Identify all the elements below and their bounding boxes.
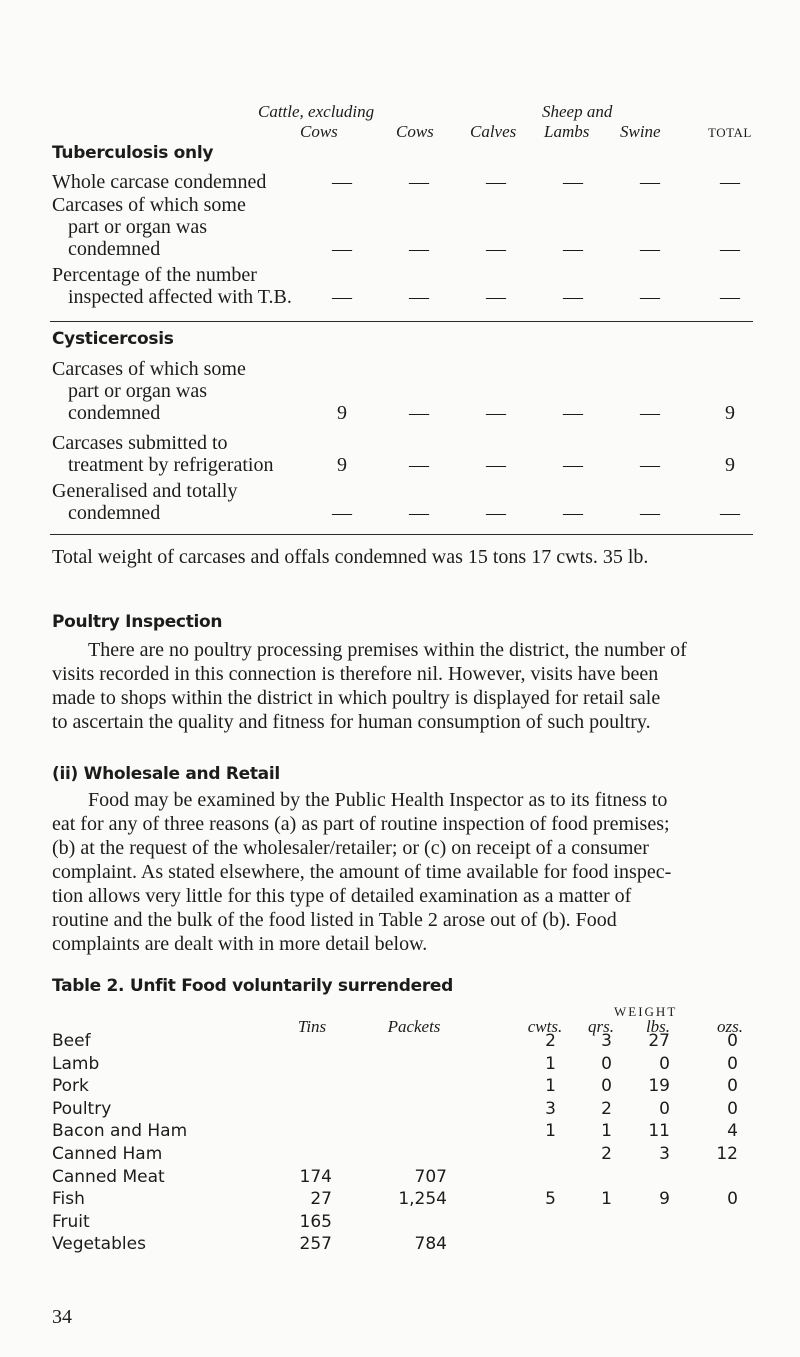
poultry-line: There are no poultry processing premises within the district, the number of [88,639,687,661]
cell-value: — [720,238,740,260]
table2-col-header: Packets [387,1017,441,1036]
table2-cell: 165 [299,1211,332,1232]
table2-cell: 2 [545,1031,556,1051]
tb-heading: Tuberculosis only [52,143,214,163]
table2-item: Pork [52,1076,89,1097]
table2-col-header: qrs. [588,1017,614,1036]
table2-item: Fruit [52,1211,90,1232]
col-header-total: TOTAL [708,125,752,140]
table2-cell: 0 [727,1076,738,1097]
wholesale-paragraph [52,788,754,956]
cell-value: — [563,402,583,424]
section-divider [50,534,753,535]
row-label: Carcases submitted to [52,432,228,454]
cell-value: — [563,502,583,524]
cell-value: — [563,286,583,308]
table2-item: Canned Ham [52,1144,163,1164]
table2-item: Bacon and Ham [52,1121,188,1142]
col-header-cattle: Cattle, excluding [258,102,375,121]
weight-header: WEIGHT [614,1004,678,1019]
table2-cell: 12 [716,1144,738,1164]
col-header-sheep-lambs: Lambs [544,122,590,141]
cell-value: — [640,502,660,524]
table2-item: Poultry [52,1098,112,1119]
table2-item: Vegetables [52,1234,146,1255]
cell-value: — [486,238,506,260]
table2-cell: 1 [545,1076,556,1097]
cell-value: — [486,171,506,193]
cell-value: — [332,502,352,524]
table2-cell: 0 [727,1098,738,1119]
table2-cell: 9 [659,1189,670,1210]
col-header-sheep: Sheep and [542,102,613,121]
cell-value: — [486,402,506,424]
section-divider [50,321,753,322]
table2-cell: 5 [545,1189,556,1210]
table2-cell: 2 [601,1144,612,1164]
poultry-paragraph [52,638,754,734]
table2-cell: 1 [601,1121,612,1142]
cell-value: 9 [337,454,347,476]
row-label: Carcases of which some [52,358,246,380]
table2-cell: 3 [545,1098,556,1119]
cell-value: — [640,454,660,476]
col-header-calves: Calves [470,122,517,141]
poultry-line: to ascertain the quality and fitness for human consumption of such poultry. [52,711,651,733]
cell-value: — [720,502,740,524]
poultry-line: visits recorded in this connection is therefore nil. However, visits have been [52,663,659,685]
cell-value: — [409,286,429,308]
table2-cell: 19 [648,1076,670,1097]
row-label: Percentage of the number [52,264,257,286]
table2-cell: 174 [299,1166,332,1187]
wholesale-line: eat for any of three reasons (a) as part of routine inspection of food premises; [52,813,670,835]
table2-cell: 27 [310,1189,332,1210]
wholesale-line: (b) at the request of the wholesaler/retailer; or (c) on receipt of a consumer [52,837,649,859]
cyst-heading: Cysticercosis [52,329,174,349]
cell-value: — [409,238,429,260]
cell-value: — [332,238,352,260]
cell-value: — [720,286,740,308]
row-label: Carcases of which some [52,194,246,216]
row-label: treatment by refrigeration [68,454,274,476]
table2-item: Fish [52,1189,85,1210]
poultry-line: made to shops within the district in which poultry is displayed for retail sale [52,687,661,709]
wholesale-line: tion allows very little for this type of detailed examination as a matter of [52,885,632,907]
total-weight-text: Total weight of carcases and offals condemned was 15 tons 17 cwts. 35 lb. [52,546,649,568]
cell-value: 9 [725,402,735,424]
row-label: Generalised and totally [52,480,238,502]
row-label: part or organ was [68,380,208,402]
col-header-cattle-cows: Cows [300,122,338,141]
wholesale-line: complaints are dealt with in more detail below. [52,933,428,955]
row-label: condemned [68,402,161,424]
cell-value: — [486,454,506,476]
wholesale-line: Food may be examined by the Public Health Inspector as to its fitness to [88,789,668,811]
row-label: Whole carcase condemned [52,171,267,193]
cell-value: — [409,171,429,193]
cell-value: — [486,286,506,308]
table2-cell: 4 [727,1121,738,1142]
cell-value: — [563,238,583,260]
table2-cell: 3 [601,1031,612,1051]
table2-col-header: cwts. [527,1017,563,1036]
table2-cell: 1 [545,1121,556,1142]
row-label: inspected affected with T.B. [68,286,292,308]
poultry-heading: Poultry Inspection [52,612,223,632]
cell-value: — [563,171,583,193]
cell-value: — [640,402,660,424]
table2-col-header: Tins [297,1017,327,1036]
table2-item: Beef [52,1031,91,1051]
table2-cell: 1 [545,1053,556,1074]
cell-value: 9 [725,454,735,476]
col-header-cows: Cows [396,122,434,141]
table2-cell: 0 [727,1031,738,1051]
cell-value: — [409,454,429,476]
cell-value: — [409,402,429,424]
col-header-swine: Swine [620,122,661,141]
table2-cell: 0 [659,1053,670,1074]
cell-value: — [720,171,740,193]
table2-cell: 3 [659,1144,670,1164]
page-number: 34 [52,1306,72,1328]
table2-cell: 257 [299,1234,332,1255]
wholesale-line: routine and the bulk of the food listed in Table 2 arose out of (b). Food [52,909,617,931]
table2-title: Table 2. Unfit Food voluntarily surrendered [52,976,454,996]
table2-cell: 0 [727,1053,738,1074]
wholesale-line: complaint. As stated elsewhere, the amount of time available for food inspec- [52,861,672,883]
row-label: part or organ was [68,216,208,238]
cell-value: — [332,286,352,308]
table2-col-header: ozs. [717,1017,743,1036]
table2-item: Canned Meat [52,1166,165,1187]
cell-value: — [640,238,660,260]
table2-cell: 0 [727,1189,738,1210]
row-label: condemned [68,238,161,260]
table2-cell: 11 [648,1121,670,1142]
cell-value: — [640,171,660,193]
table2-item: Lamb [52,1053,100,1074]
wholesale-heading: (ii) Wholesale and Retail [52,764,280,784]
cell-value: — [409,502,429,524]
table2-cell: 784 [414,1234,447,1255]
table2-cell: 27 [648,1031,670,1051]
table2-cell: 1 [601,1189,612,1210]
cell-value: 9 [337,402,347,424]
table2-cell: 0 [601,1076,612,1097]
table2-cell: 1,254 [398,1189,447,1210]
table2-cell: 2 [601,1098,612,1119]
row-label: condemned [68,502,161,524]
table2-cell: 707 [414,1166,447,1187]
cell-value: — [486,502,506,524]
table2-cell: 0 [659,1098,670,1119]
cell-value: — [640,286,660,308]
table2-col-header: lbs. [645,1017,671,1036]
cell-value: — [332,171,352,193]
cell-value: — [563,454,583,476]
table2-cell: 0 [601,1053,612,1074]
